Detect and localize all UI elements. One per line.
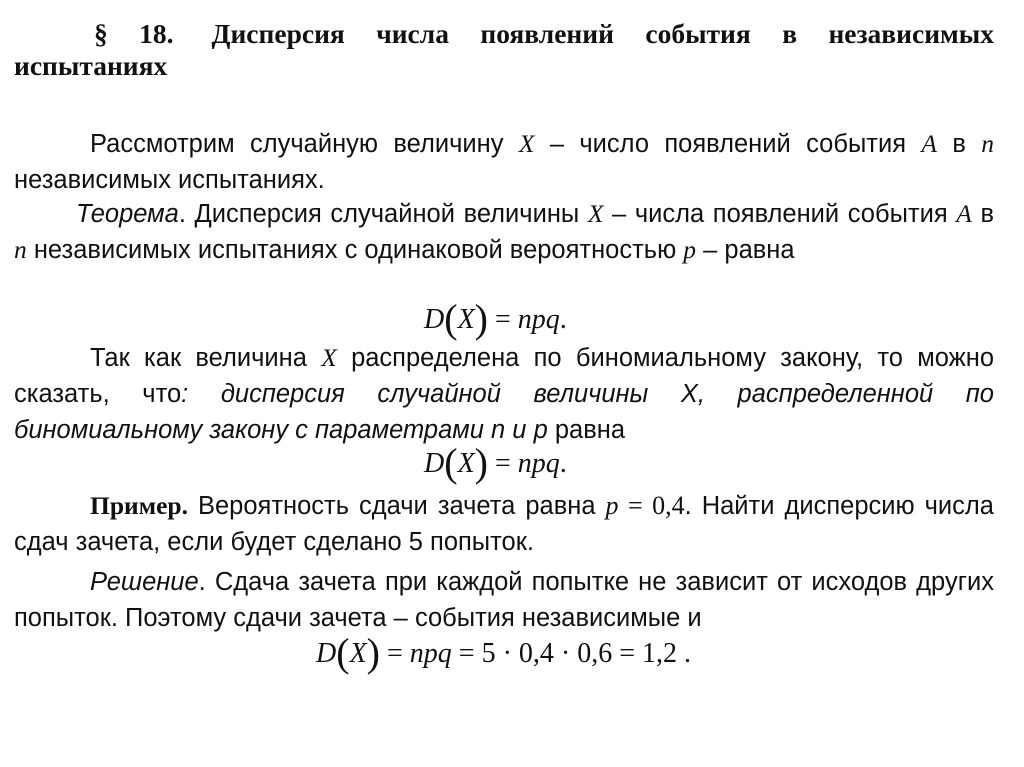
formula-variance-2: D(X) = npq. xyxy=(424,440,567,485)
theorem-label: Теорема xyxy=(76,200,179,228)
var-n: n xyxy=(981,129,994,158)
section-heading xyxy=(14,18,994,82)
section-title: Дисперсия числа появлений события в независимых испытаниях xyxy=(14,18,995,81)
var-a: A xyxy=(921,129,937,158)
section-number: § 18. xyxy=(94,18,174,49)
formula-variance-result: D(X) = npq = 5 · 0,4 · 0,6 = 1,2 . xyxy=(316,630,692,675)
formula-variance-1: D(X) = npq. xyxy=(424,296,567,341)
paragraph-example: Пример. Вероятность сдачи зачета равна p = 0,4. Найти дисперсию числа сдач зачета, если будет сделано 5 попыток. xyxy=(14,491,994,556)
paragraph-theorem: Теорема. Дисперсия случайной величины X – числа появлений события A в n независимых испытаниях с одинаковой вероятностью p – равна xyxy=(14,199,994,264)
paragraph-binomial: Так как величина X распределена по биномиальному закону, то можно сказать, что: дисперсия случайной величины X, распределенной по биномиальному закону с параметрами n и p равна xyxy=(14,343,994,444)
var-x: X xyxy=(518,129,535,158)
paragraph-intro: Рассмотрим случайную величину X – число появлений события A в n независимых испытаниях. xyxy=(14,129,994,194)
paragraph-solution: Решение. Сдача зачета при каждой попытке не зависит от исходов других попыток. Поэтому сдачи зачета – события независимые и xyxy=(14,568,994,632)
solution-label: Решение xyxy=(90,568,199,596)
binomial-statement: дисперсия случайной величины X, распределенной по биномиальному закону с параметрами n и p xyxy=(14,380,994,444)
example-label: Пример. xyxy=(90,491,188,520)
